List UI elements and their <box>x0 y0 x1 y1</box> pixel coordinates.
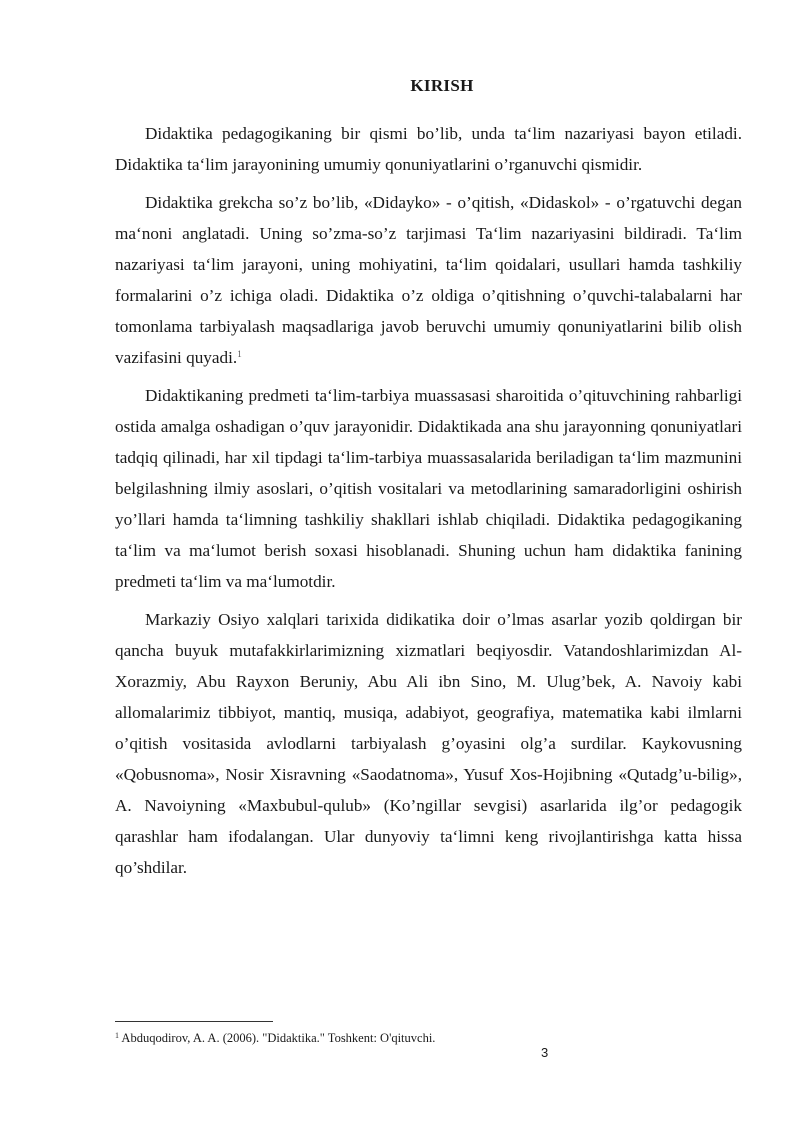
footnote-text: Abduqodirov, A. A. (2006). "Didaktika." Toshkent: O'qituvchi. <box>119 1031 436 1045</box>
page-title: KIRISH <box>410 76 474 95</box>
paragraph-3: Didaktikaning predmeti ta‘lim-tarbiya muassasasi sharoitida o’qituvchining rahbarligi ostida amalga oshadigan o’quv jarayonidir. Didaktikada ana shu jarayonning qonuniyatlari tadqiq qilinadi, har xil tipdagi ta‘lim-tarbiya muassasalarida beriladigan ta‘lim mazmunini belgilashning ilmiy asoslari, o’qitish vositalari va metodlarining samaradorligini oshirish yo’llari hamda ta‘limning tashkiliy shakllari ishlab chiqiladi. Didaktika pedagogikaning ta‘lim va ma‘lumot berish soxasi hisoblanadi. Shuning uchun ham didaktika fanining predmeti ta‘lim va ma‘lumotdir. <box>115 386 742 591</box>
page-number: 3 <box>541 1045 549 1060</box>
paragraph-1: Didaktika pedagogikaning bir qismi bo’lib, unda ta‘lim nazariyasi bayon etiladi. Didaktika ta‘lim jarayonining umumiy qonuniyatlarini o’rganuvchi qismidir. <box>115 124 742 174</box>
footnote-reference[interactable]: 1 <box>237 349 242 359</box>
paragraph-4: Markaziy Osiyo xalqlari tarixida didikatika doir o’lmas asarlar yozib qoldirgan bir qancha buyuk mutafakkirlarimizning xizmatlari beqiyosdir. Vatandoshlarimizdan Al-Xorazmiy, Abu Rayxon Beruniy, Abu Ali ibn Sino, M. Ulug’bek, A. Navoiy kabi allomalarimiz tibbiyot, mantiq, musiqa, adabiyot, geografiya, matematika kabi ilmlarni o’qitish vositasida avlodlarni tarbiyalash g’oyasini olg’a surdilar. Kaykovusning «Qobusnoma», Nosir Xisravning «Saodatnoma», Yusuf Xos-Hojibning «Qutadg’u-bilig», A. Navoiyning «Maxbubul-qulub» (Ko’ngillar sevgisi) asarlarida ilg’or pedagogik qarashlar ham ifodalangan. Ular dunyoviy ta‘limni keng rivojlantirishga katta hissa qo’shdilar. <box>115 610 742 877</box>
paragraph-2 <box>115 187 742 373</box>
footnote-divider <box>115 1021 273 1022</box>
body-text <box>115 118 742 890</box>
footnote-marker: 1 <box>115 1031 119 1040</box>
paragraph-2-text: Didaktika grekcha so’z bo’lib, «Didayko» - o’qitish, «Didaskol» - o’rgatuvchi degan ma‘noni anglatadi. Uning so’zma-so’z tarjimasi Ta‘lim nazariyasini bildiradi. Ta‘lim nazariyasi ta‘lim jarayoni, uning mohiyatini, ta‘lim qoidalari, usullari hamda tashkiliy formalarini o’z ichiga oladi. Didaktika o’z oldiga o’qitishning o’quvchi-talabalarni har tomonlama tarbiyalash maqsadlariga javob beruvchi umumiy qonuniyatlarini bilib olish vazifasini quyadi. <box>115 193 742 367</box>
footnote <box>115 1030 742 1046</box>
